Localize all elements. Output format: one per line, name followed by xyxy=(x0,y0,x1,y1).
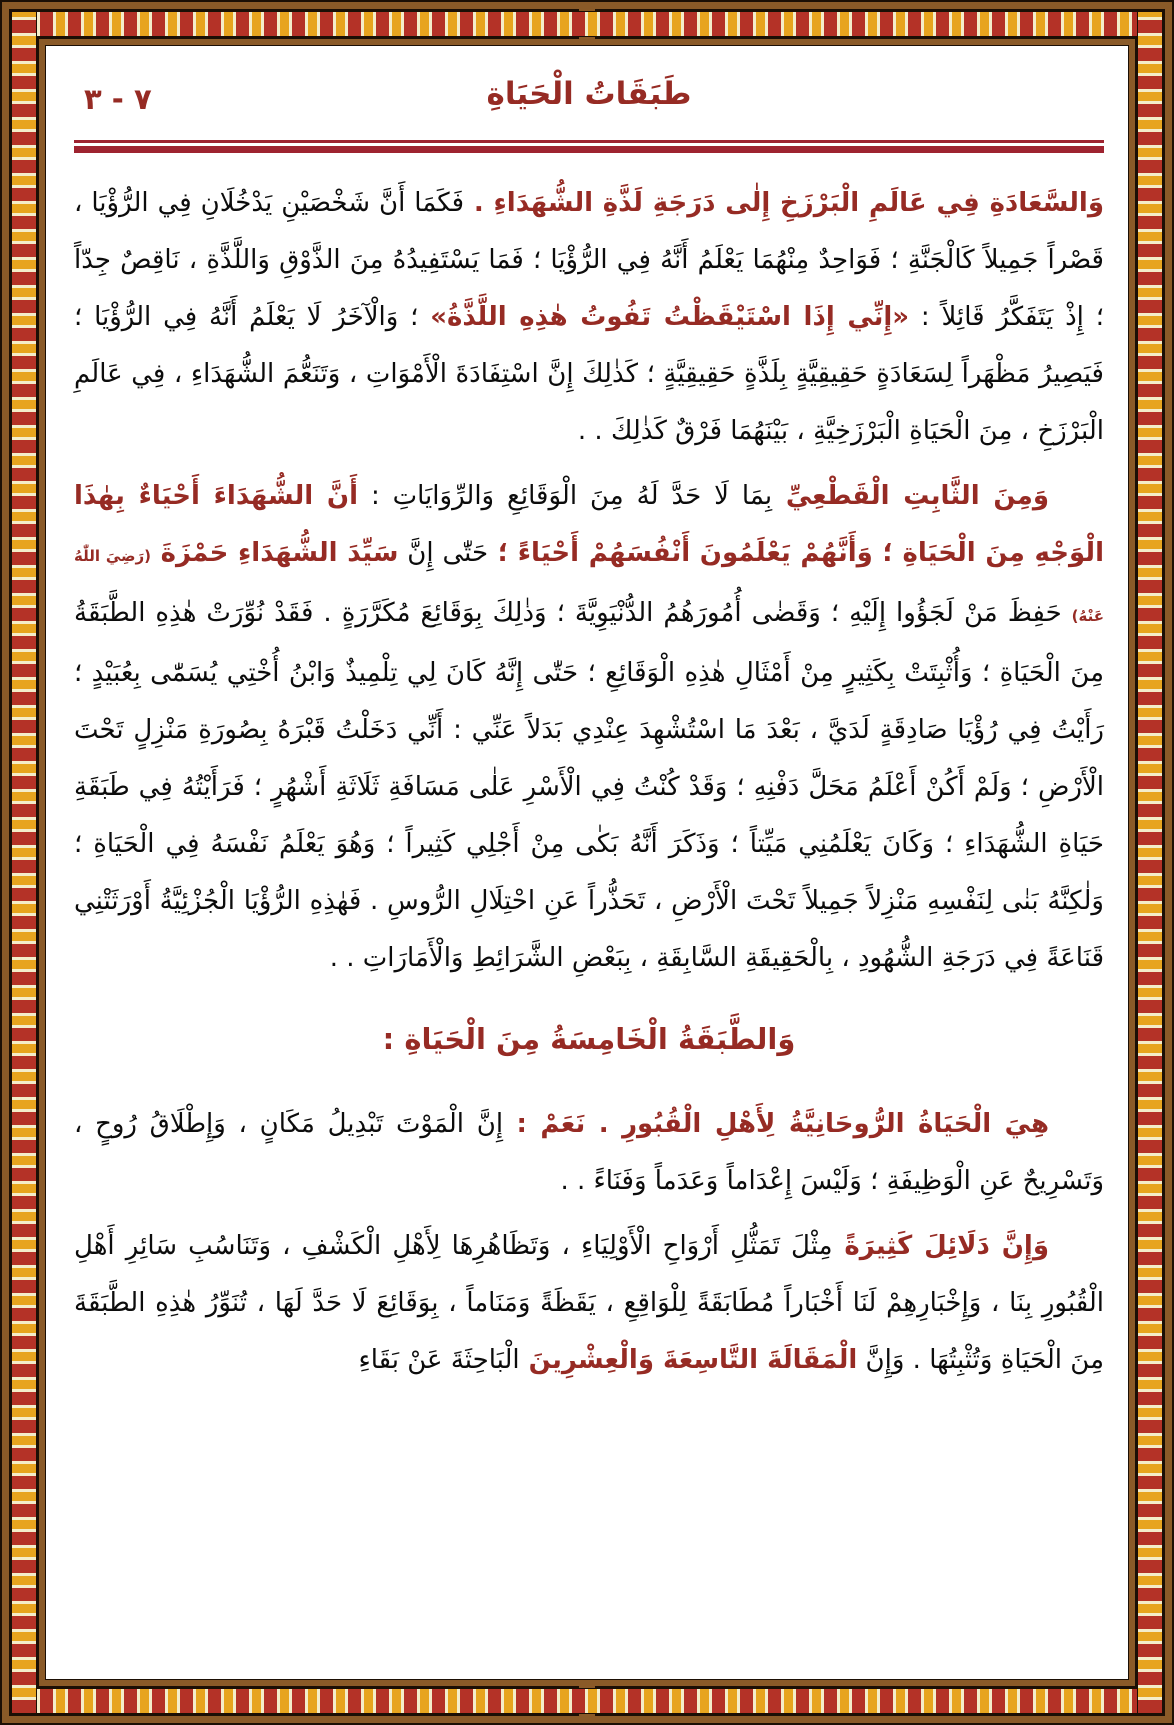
paragraph xyxy=(74,175,1104,460)
text-segment-red: أَنَّ الشُّهَدَاءَ أَحْيَاءٌ بِهٰذَا الْوَجْهِ مِنَ الْحَيَاةِ ؛ وَأَنَّهُمْ يَعْلَمُونَ أَنْفُسَهُمْ أَحْيَاءً ؛ xyxy=(74,481,1104,568)
page-content xyxy=(74,58,1104,1671)
text-segment-red: هِيَ الْحَيَاةُ الرُّوحَانِيَّةُ لِأَهْلِ الْقُبُورِ . نَعَمْ : xyxy=(503,1109,1049,1139)
text-segment-red: وَإِنَّ دَلَائِلَ كَثِيرَةً xyxy=(832,1231,1049,1261)
text-segment-black: مِثْلَ تَمَثُّلِ أَرْوَاحِ الْأَوْلِيَاءِ ، وَتَظَاهُرِهَا لِأَهْلِ الْكَشْفِ ، وَتَنَاسُبِ سَائِرِ أَهْلِ الْقُبُورِ بِنَا ، وَإِخْبَارِهِمْ لَنَا أَخْبَاراً مُطَابَقَةً لِلْوَاقِعِ ، يَقَظَةً وَمَنَاماً ، بِوَقَائِعَ لَا حَدَّ لَهَا ، تُنَوِّرُ هٰذِهِ الطَّبَقَةَ مِنَ الْحَيَاةِ وَتُثْبِتُهَا . وَإِنَّ xyxy=(74,1231,1104,1375)
text-segment-red: وَالطَّبَقَةُ الْخَامِسَةُ مِنَ الْحَيَاةِ : xyxy=(382,1022,796,1056)
ornamental-border-right xyxy=(1137,11,1163,1714)
border-center-tab xyxy=(579,1714,595,1719)
text-segment-red: وَالسَّعَادَةِ فِي عَالَمِ الْبَرْزَخِ إِلٰى دَرَجَةِ لَذَّةِ الشُّهَدَاءِ . xyxy=(464,188,1104,218)
text-segment-red: وَمِنَ الثَّابِتِ الْقَطْعِيِّ xyxy=(772,481,1049,511)
text-segment-red: الْمَقَالَةَ التَّاسِعَةَ وَالْعِشْرِينَ xyxy=(519,1345,858,1375)
text-segment-black: حَتّٰى إِنَّ xyxy=(398,538,489,568)
header-divider xyxy=(74,140,1104,153)
ornamental-border-bottom xyxy=(11,1688,1163,1714)
section-heading xyxy=(74,1011,1104,1068)
body-text xyxy=(74,175,1104,1389)
ornamental-border-top xyxy=(11,11,1163,37)
text-segment-black: فَكَمَا أَنَّ شَخْصَيْنِ يَدْخُلَانِ فِي الرُّؤْيَا ، قَصْراً جَمِيلاً كَالْجَنَّةِ ؛ فَوَاحِدٌ مِنْهُمَا يَعْلَمُ أَنَّهُ فِي الرُّؤْيَا ؛ فَمَا يَسْتَفِيدُهُ مِنَ الذَّوْقِ وَاللَّذَّةِ ، نَاقِصٌ جِدّاً ؛ إِذْ يَتَفَكَّرُ قَائِلاً : xyxy=(74,188,1104,332)
page-number: ٧ - ٣ xyxy=(84,82,152,116)
text-segment-red: «إِنِّي إِذَا اسْتَيْقَظْتُ تَفُوتُ هٰذِهِ اللَّذَّةُ» xyxy=(430,302,910,332)
border-center-tab xyxy=(579,6,595,11)
text-segment-black: الْبَاحِثَةَ عَنْ بَقَاءِ xyxy=(358,1345,520,1375)
text-segment-black: ؛ وَالْآخَرُ لَا يَعْلَمُ أَنَّهُ فِي الرُّؤْيَا ؛ فَيَصِيرُ مَظْهَراً لِسَعَادَةٍ حَقِيقِيَّةٍ بِلَذَّةٍ حَقِيقِيَّةٍ ؛ كَذٰلِكَ إِنَّ اسْتِفَادَةَ الْأَمْوَاتِ ، وَتَنَعُّمَ الشُّهَدَاءِ ، فِي عَالَمِ الْبَرْزَخِ ، مِنَ الْحَيَاةِ الْبَرْزَخِيَّةِ ، بَيْنَهُمَا فَرْقٌ كَذٰلِكَ . . xyxy=(74,302,1104,446)
border-center-tab xyxy=(579,37,595,42)
border-center-tab xyxy=(579,1683,595,1688)
text-segment-red: سَيِّدَ الشُّهَدَاءِ حَمْزَةَ xyxy=(151,538,399,568)
paragraph xyxy=(74,468,1104,987)
text-segment-honorific: (رَضِيَ اللّٰهُ عَنْهُ) xyxy=(74,547,1104,625)
text-segment-black: حَفِظَ مَنْ لَجَؤُوا إِلَيْهِ ؛ وَقَضٰى أُمُورَهُمُ الدُّنْيَوِيَّةَ ؛ وَذٰلِكَ بِوَقَائِعَ مُكَرَّرَةٍ . فَقَدْ نُوِّرَتْ هٰذِهِ الطَّبَقَةُ مِنَ الْحَيَاةِ ؛ وَأُثْبِتَتْ بِكَثِيرٍ مِنْ أَمْثَالِ هٰذِهِ الْوَقَائِعِ ؛ حَتّٰى إِنَّهُ كَانَ لِي تِلْمِيذٌ وَابْنُ أُخْتِي يُسَمّٰى بِعُبَيْدٍ ؛ رَأَيْتُ فِي رُؤْيَا صَادِقَةٍ لَدَيَّ ، بَعْدَ مَا اسْتُشْهِدَ عِنْدِي بَدَلاً عَنِّي : أَنِّي دَخَلْتُ قَبْرَهُ بِصُورَةِ مَنْزِلٍ تَحْتَ الْأَرْضِ ؛ وَلَمْ أَكُنْ أَعْلَمُ مَحَلَّ دَفْنِهِ ؛ وَقَدْ كُنْتُ فِي الْأَسْرِ عَلٰى مَسَافَةِ ثَلَاثَةِ أَشْهُرٍ ؛ فَرَأَيْتُهُ فِي طَبَقَةِ حَيَاةِ الشُّهَدَاءِ ؛ وَكَانَ يَعْلَمُنِي مَيِّتاً ؛ وَذَكَرَ أَنَّهُ بَكٰى مِنْ أَجْلِي كَثِيراً ؛ وَهُوَ يَعْلَمُ نَفْسَهُ فِي الْحَيَاةِ ؛ وَلٰكِنَّهُ بَنٰى لِنَفْسِهِ مَنْزِلاً جَمِيلاً تَحْتَ الْأَرْضِ ، تَحَذُّراً عَنِ احْتِلَالِ الرُّوسِ . فَهٰذِهِ الرُّؤْيَا الْجُزْئِيَّةُ أَوْرَثَتْنِي قَنَاعَةً فِي دَرَجَةِ الشُّهُودِ ، بِالْحَقِيقَةِ السَّابِقَةِ ، بِبَعْضِ الشَّرَائِطِ وَالْأَمَارَاتِ . . xyxy=(74,598,1104,973)
text-segment-black: بِمَا لَا حَدَّ لَهُ مِنَ الْوَقَائِعِ وَالرِّوَايَاتِ : xyxy=(358,481,773,511)
paragraph xyxy=(74,1096,1104,1210)
page-title: طَبَقَاتُ الْحَيَاةِ xyxy=(486,76,692,112)
text-segment-black: إِنَّ الْمَوْتَ تَبْدِيلُ مَكَانٍ ، وَإِطْلَاقُ رُوحٍ ، وَتَسْرِيحٌ عَنِ الْوَظِيفَةِ ؛ وَلَيْسَ إِعْدَاماً وَعَدَماً وَفَنَاءً . . xyxy=(74,1109,1104,1196)
ornamental-border-left xyxy=(11,11,37,1714)
divider-thick-rule xyxy=(74,146,1104,153)
paragraph xyxy=(74,1218,1104,1389)
